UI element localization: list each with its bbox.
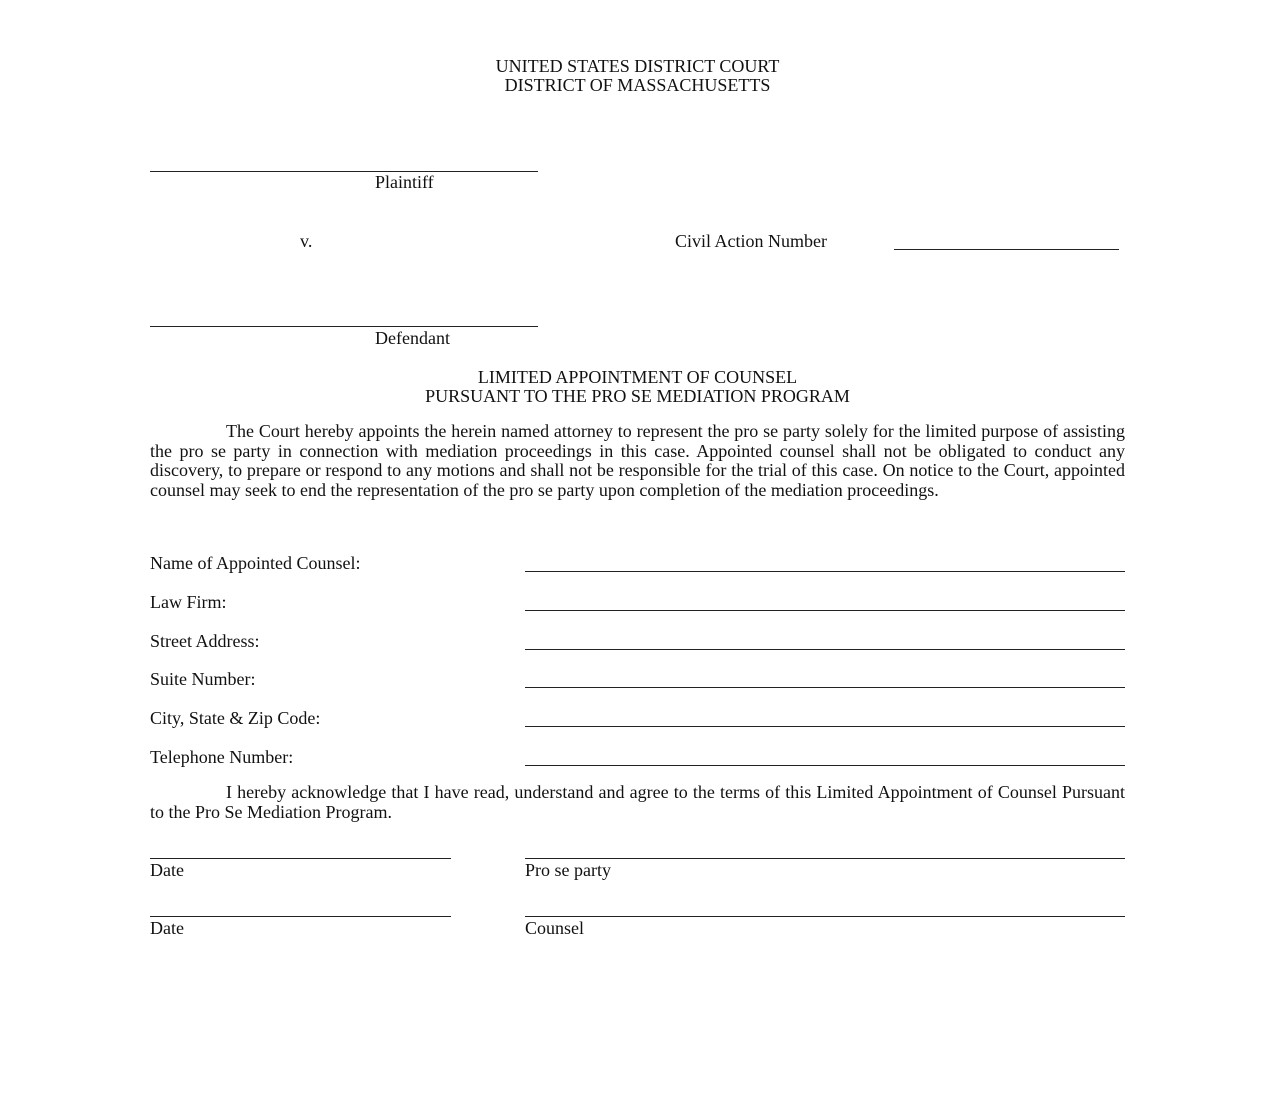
defendant-name-line[interactable] bbox=[150, 326, 538, 327]
acknowledgment-paragraph: I hereby acknowledge that I have read, understand and agree to the terms of this Limited Appointment of Counsel Pursuant to the Pro Se Mediation Program. bbox=[150, 782, 1125, 822]
city-state-zip-line[interactable] bbox=[525, 726, 1125, 727]
field-label-counsel-name: Name of Appointed Counsel: bbox=[150, 553, 361, 573]
court-name: UNITED STATES DISTRICT COURT bbox=[495, 56, 780, 76]
defendant-label: Defendant bbox=[375, 328, 450, 348]
counsel-name-line[interactable] bbox=[525, 571, 1125, 572]
versus-label: v. bbox=[300, 231, 313, 251]
date-line-1[interactable] bbox=[150, 858, 451, 859]
court-district: DISTRICT OF MASSACHUSETTS bbox=[504, 75, 771, 95]
date-label-2: Date bbox=[150, 918, 184, 938]
telephone-line[interactable] bbox=[525, 765, 1125, 766]
date-line-2[interactable] bbox=[150, 916, 451, 917]
pro-se-party-label: Pro se party bbox=[525, 860, 611, 880]
document-title-line-2: PURSUANT TO THE PRO SE MEDIATION PROGRAM bbox=[425, 386, 850, 406]
suite-number-line[interactable] bbox=[525, 687, 1125, 688]
appointment-paragraph: The Court hereby appoints the herein named attorney to represent the pro se party solely for the limited purpose of assisting the pro se party in connection with mediation proceedings in this case. Appointed counsel shall not be obligated to conduct any discovery, to prepare or respond to any motions and shall not be responsible for the trial of this case. On notice to the Court, appointed counsel may seek to end the representation of the pro se party upon completion of the mediation proceedings. bbox=[150, 421, 1125, 500]
counsel-label: Counsel bbox=[525, 918, 585, 938]
field-label-law-firm: Law Firm: bbox=[150, 592, 227, 612]
civil-action-number-line[interactable] bbox=[894, 249, 1119, 250]
plaintiff-name-line[interactable] bbox=[150, 171, 538, 172]
field-label-suite-number: Suite Number: bbox=[150, 669, 256, 689]
document-title-line-1: LIMITED APPOINTMENT OF COUNSEL bbox=[477, 367, 798, 387]
counsel-signature-line[interactable] bbox=[525, 916, 1125, 917]
pro-se-party-signature-line[interactable] bbox=[525, 858, 1125, 859]
plaintiff-label: Plaintiff bbox=[375, 172, 434, 192]
street-address-line[interactable] bbox=[525, 649, 1125, 650]
civil-action-number-label: Civil Action Number bbox=[675, 231, 827, 251]
field-label-telephone: Telephone Number: bbox=[150, 747, 294, 767]
field-label-street-address: Street Address: bbox=[150, 631, 260, 651]
field-label-city-state-zip: City, State & Zip Code: bbox=[150, 708, 321, 728]
law-firm-line[interactable] bbox=[525, 610, 1125, 611]
date-label-1: Date bbox=[150, 860, 184, 880]
